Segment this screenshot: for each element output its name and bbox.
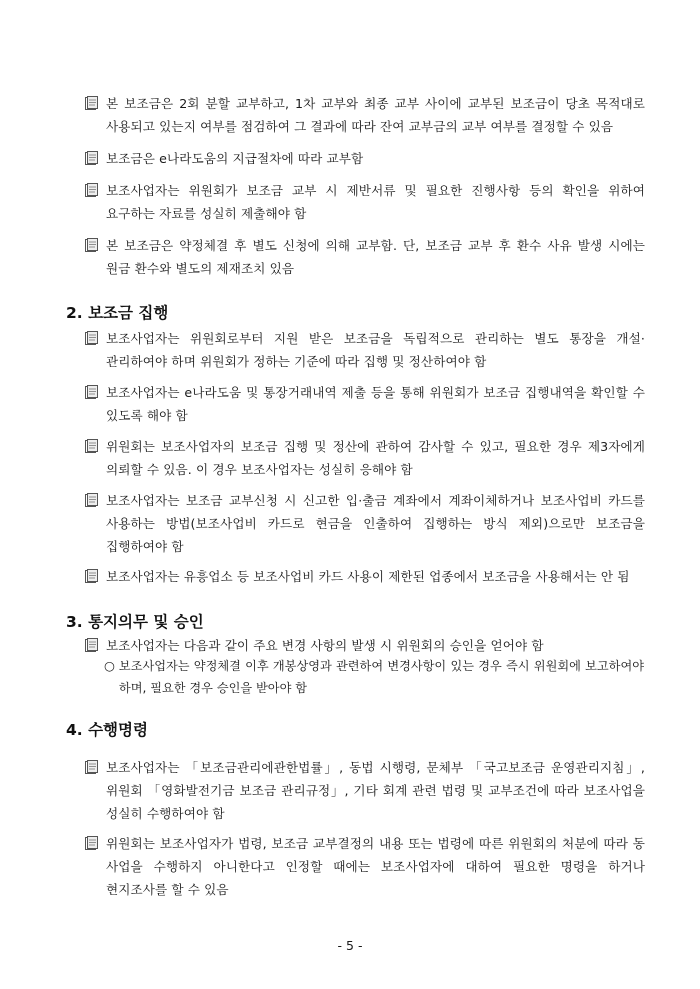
bullet-item (85, 634, 645, 657)
bullet-item (85, 92, 645, 138)
memo-note-icon (85, 331, 98, 345)
memo-note-icon (85, 760, 98, 774)
section-heading: 3. 통지의무 및 승인 (66, 613, 204, 631)
bullet-item (85, 327, 645, 373)
bullet-item (85, 489, 645, 558)
memo-note-icon (85, 183, 98, 197)
bullet-text: 보조사업자는 유흥업소 등 보조사업비 카드 사용이 제한된 업종에서 보조금을 사용해서는 안 됨 (106, 569, 630, 584)
memo-note-icon (85, 836, 98, 850)
bullet-text: 보조사업자는 위원회로부터 지원 받은 보조금을 독립적으로 관리하는 별도 통장을 개설·관리하여야 하며 위원회가 정하는 기준에 따라 집행 및 정산하여야 함 (106, 331, 645, 369)
circle-bullet-icon: ○ (104, 658, 115, 673)
bullet-text: 위원회는 보조사업자의 보조금 집행 및 정산에 관하여 감사할 수 있고, 필요한 경우 제3자에게 의뢰할 수 있음. 이 경우 보조사업자는 성실히 응해야 함 (106, 439, 645, 477)
bullet-text: 보조사업자는 보조금 교부신청 시 신고한 입·출금 계좌에서 계좌이체하거나 보조사업비 카드를 사용하는 방법(보조사업비 카드로 현금을 인출하여 집행하는 방식 제외)으로만 보조금을 집행하여야 함 (106, 493, 645, 554)
memo-note-icon (85, 96, 98, 110)
section-heading: 2. 보조금 집행 (66, 304, 169, 322)
bullet-item (85, 565, 645, 588)
bullet-text: 보조사업자는 다음과 같이 주요 변경 사항의 발생 시 위원회의 승인을 얻어야 함 (106, 638, 544, 653)
section-heading: 4. 수행명령 (66, 721, 148, 739)
page-number: - 5 - (337, 938, 363, 953)
bullet-item (85, 832, 645, 901)
bullet-text: 본 보조금은 2회 분할 교부하고, 1차 교부와 최종 교부 사이에 교부된 보조금이 당초 목적대로 사용되고 있는지 여부를 점검하여 그 결과에 따라 잔여 교부금의 교부 여부를 결정할 수 있음 (106, 96, 645, 134)
bullet-text: 본 보조금은 약정체결 후 별도 신청에 의해 교부함. 단, 보조금 교부 후 환수 사유 발생 시에는 원금 환수와 별도의 제재조치 있음 (106, 238, 645, 276)
bullet-item (85, 234, 645, 280)
memo-note-icon (85, 569, 98, 583)
memo-note-icon (85, 439, 98, 453)
memo-note-icon (85, 385, 98, 399)
memo-note-icon (85, 238, 98, 252)
bullet-item (85, 179, 645, 225)
bullet-item (85, 147, 645, 170)
bullet-text: 보조금은 e나라도움의 지급절차에 따라 교부함 (106, 151, 364, 166)
sub-item-text: 보조사업자는 약정체결 이후 개봉상영과 관련하여 변경사항이 있는 경우 즉시 위원회에 보고하여야 하며, 필요한 경우 승인을 받아야 함 (118, 659, 644, 695)
bullet-text: 보조사업자는 위원회가 보조금 교부 시 제반서류 및 필요한 진행사항 등의 확인을 위하여 요구하는 자료를 성실히 제출해야 함 (106, 183, 645, 221)
bullet-text: 위원회는 보조사업자가 법령, 보조금 교부결정의 내용 또는 법령에 따른 위원회의 처분에 따라 동 사업을 수행하지 아니한다고 인정할 때에는 보조사업자에 대하여 필요한 명령을 하거나 현지조사를 할 수 있음 (106, 836, 645, 897)
memo-note-icon (85, 151, 98, 165)
memo-note-icon (85, 638, 98, 652)
bullet-item (85, 435, 645, 481)
bullet-item (85, 381, 645, 427)
bullet-item (85, 756, 645, 825)
bullet-text: 보조사업자는 e나라도움 및 통장거래내역 제출 등을 통해 위원회가 보조금 집행내역을 확인할 수 있도록 해야 함 (106, 385, 645, 423)
memo-note-icon (85, 493, 98, 507)
sub-item (104, 655, 644, 699)
bullet-text: 보조사업자는 「보조금관리에관한법률」, 동법 시행령, 문체부 「국고보조금 운영관리지침」, 위원회 「영화발전기금 보조금 관리규정」, 기타 회계 관련 법령 및 교부조건에 따라 보조사업을 성실히 수행하여야 함 (106, 760, 645, 821)
